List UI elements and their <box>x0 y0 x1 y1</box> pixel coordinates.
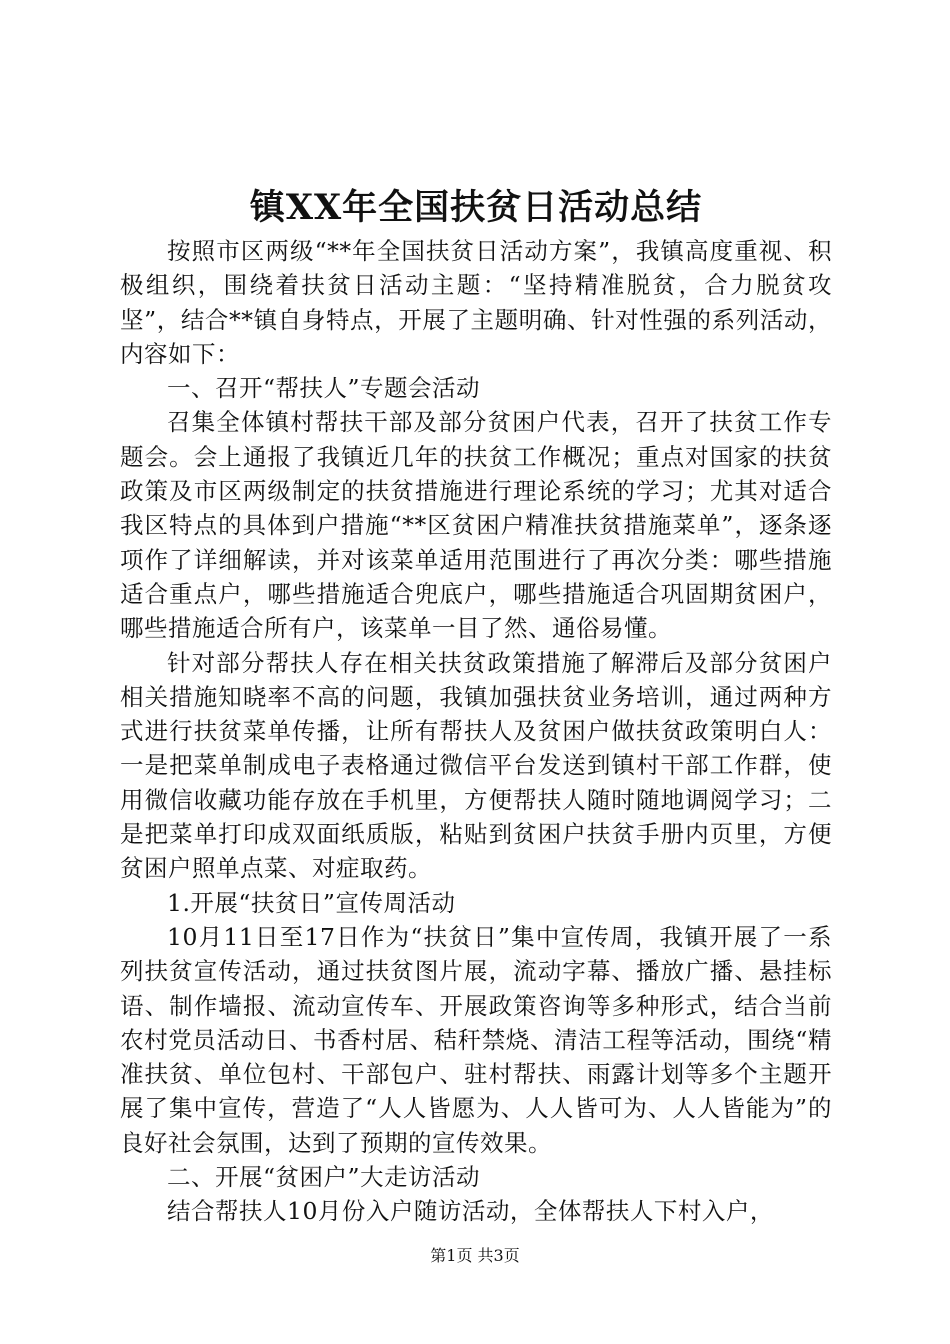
paragraph-publicity-week: 10月11日至17日作为“扶贫日”集中宣传周，我镇开展了一系列扶贫宣传活动，通过扶贫图片展，流动字幕、播放广播、悬挂标语、制作墙报、流动宣传车、开展政策咨询等多种形式，结合当前农村党员活动日、书香村居、秸秆禁烧、清洁工程等活动，围绕“精准扶贫、单位包村、干部包户、驻村帮扶、雨露计划等多个主题开展了集中宣传，营造了“人人皆愿为、人人皆可为、人人皆能为”的良好社会氛围，达到了预期的宣传效果。 <box>120 922 832 1157</box>
paragraph-visits: 结合帮扶人10月份入户随访活动，全体帮扶人下村入户， <box>167 1197 774 1226</box>
document-title: 镇XX年全国扶贫日活动总结 <box>249 187 703 228</box>
document-page <box>120 0 832 1344</box>
heading-section-2: 二、开展“贫困户”大走访活动 <box>167 1163 481 1192</box>
heading-subsection-1: 1.开展“扶贫日”宣传周活动 <box>167 888 456 917</box>
page-footer: 第1页 共3页 <box>430 1246 520 1265</box>
document-body <box>120 234 832 1229</box>
paragraph-intro: 按照市区两级“**年全国扶贫日活动方案”，我镇高度重视、积极组织，围绕着扶贫日活动主题：“坚持精准脱贫，合力脱贫攻坚”，结合**镇自身特点，开展了主题明确、针对性强的系列活动，内容如下： <box>120 237 832 368</box>
paragraph-meeting: 召集全体镇村帮扶干部及部分贫困户代表，召开了扶贫工作专题会。会上通报了我镇近几年的扶贫工作概况；重点对国家的扶贫政策及市区两级制定的扶贫措施进行理论系统的学习；尤其对适合我区特点的具体到户措施“**区贫困户精准扶贫措施菜单”，逐条逐项作了详细解读，并对该菜单适用范围进行了再次分类：哪些措施适合重点户，哪些措施适合兜底户，哪些措施适合巩固期贫困户，哪些措施适合所有户，该菜单一目了然、通俗易懂。 <box>120 408 832 643</box>
paragraph-training: 针对部分帮扶人存在相关扶贫政策措施了解滞后及部分贫困户相关措施知晓率不高的问题，我镇加强扶贫业务培训，通过两种方式进行扶贫菜单传播，让所有帮扶人及贫困户做扶贫政策明白人：一是把菜单制成电子表格通过微信平台发送到镇村干部工作群，使用微信收藏功能存放在手机里，方便帮扶人随时随地调阅学习；二是把菜单打印成双面纸质版，粘贴到贫困户扶贫手册内页里，方便贫困户照单点菜、对症取药。 <box>120 648 832 883</box>
heading-section-1: 一、召开“帮扶人”专题会活动 <box>167 374 481 403</box>
